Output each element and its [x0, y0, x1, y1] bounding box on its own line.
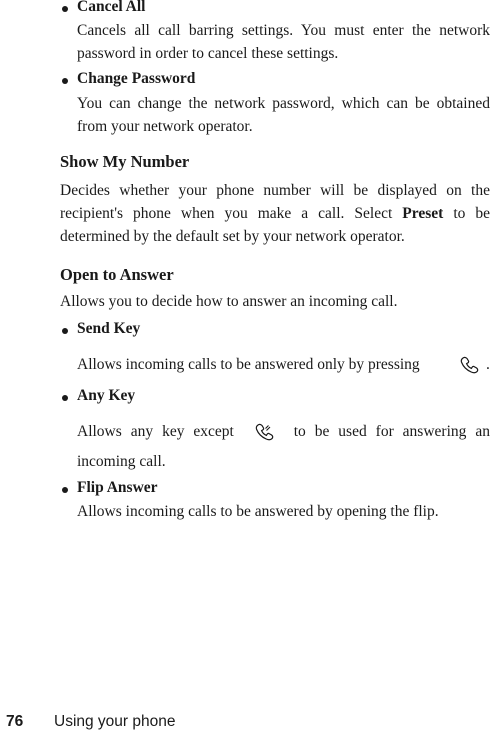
any-key-body-line2: incoming call. [77, 453, 166, 470]
any-key-word: answering [402, 423, 467, 440]
any-key-word: key [162, 423, 185, 440]
bullet [62, 78, 68, 84]
any-key-word: used [338, 423, 367, 440]
end-key-icon [243, 422, 285, 442]
page-number: 76 [6, 713, 24, 730]
any-key-title: Any Key [77, 387, 136, 404]
send-key-body: Allows incoming calls to be answered only by pressing [77, 356, 420, 373]
show-my-number-heading: Show My Number [60, 152, 190, 171]
cancel-all-title: Cancel All [77, 0, 146, 15]
flip-answer-body: Allows incoming calls to be answered by opening the flip. [77, 503, 439, 520]
any-key-word: except [193, 423, 234, 440]
bullet [62, 6, 68, 12]
any-key-word: Allows [77, 423, 122, 440]
any-key-body-line1 [77, 422, 490, 442]
open-to-answer-intro: Allows you to decide how to answer an incoming call. [60, 293, 398, 310]
change-password-title: Change Password [77, 70, 196, 87]
send-key-period: . [486, 356, 490, 373]
show-my-number-text: Decides whether your phone number will be displayed on the recipient's phone when you make a call. Select [60, 182, 490, 222]
bullet [62, 487, 68, 493]
footer-section-title: Using your phone [54, 713, 176, 730]
any-key-word: an [475, 423, 490, 440]
change-password-body: You can change the network password, which can be obtained from your network operator. [77, 95, 490, 135]
any-key-word: to [293, 423, 306, 440]
show-my-number-body [60, 179, 490, 248]
open-to-answer-heading: Open to Answer [60, 265, 174, 284]
cancel-all-body: Cancels all call barring settings. You must enter the network password in order to cancel these settings. [77, 22, 490, 62]
any-key-word: be [314, 423, 330, 440]
bullet [62, 395, 68, 401]
bullet [62, 328, 68, 334]
flip-answer-title: Flip Answer [77, 479, 158, 496]
show-my-number-text-end: to be determined by the default set by your network operator. [60, 205, 490, 245]
any-key-word: for [375, 423, 394, 440]
send-key-icon [458, 354, 482, 374]
any-key-word: any [130, 423, 154, 440]
send-key-title: Send Key [77, 320, 141, 337]
preset-option: Preset [402, 205, 444, 222]
